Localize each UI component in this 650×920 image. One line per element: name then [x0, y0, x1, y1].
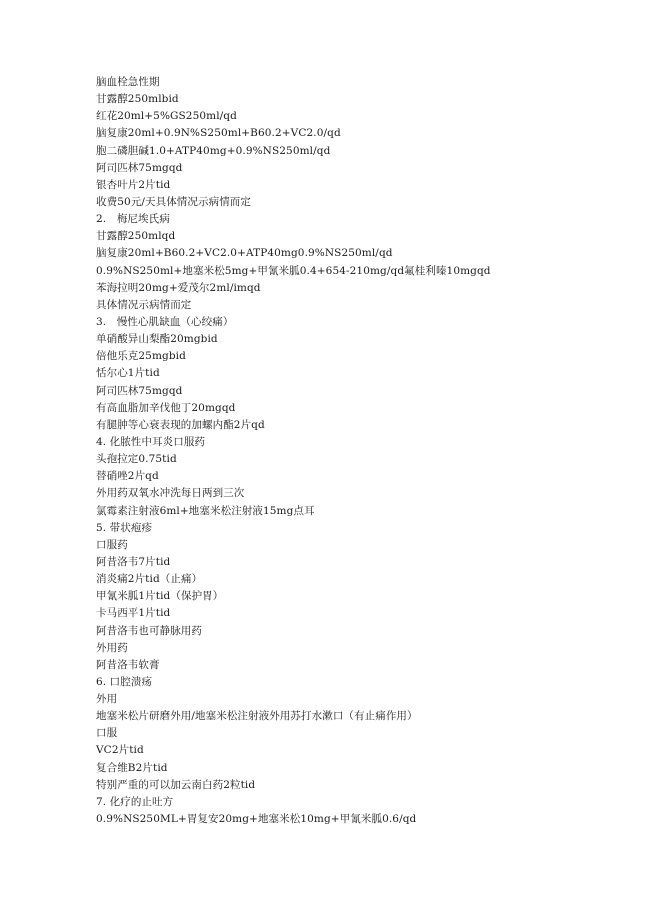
text-line: 口服药 [96, 538, 128, 551]
text-line: 消炎痛2片tid（止痛） [96, 573, 203, 586]
text-line: 单硝酸异山梨酯20mgbid [96, 333, 218, 346]
text-line: 具体情况示病情而定 [96, 298, 192, 311]
text-line: 甘露醇250mlqd [96, 230, 176, 243]
text-line: 阿昔洛韦7片tid [96, 555, 171, 568]
text-line: 银杏叶片2片tid [96, 178, 171, 191]
text-line: 阿司匹林75mgqd [96, 161, 183, 174]
document-body [96, 74, 636, 828]
section-heading: 6. 口腔溃疡 [96, 675, 153, 688]
text-line: 脑血栓急性期 [96, 76, 160, 88]
text-line: 收费50元/天具体情况示病情而定 [96, 195, 251, 208]
text-line: 苯海拉明20mg+爱茂尔2ml/imqd [96, 281, 261, 294]
text-line: 0.9%NS250ml+地塞米松5mg+甲氰米胍0.4+654-210mg/qd氟桂利嗪10mgqd [96, 264, 491, 277]
text-line: 甘露醇250mlbid [96, 93, 179, 106]
text-line: 卡马西平1片tid [96, 607, 171, 620]
text-line: 外用 [96, 693, 118, 706]
text-line: 0.9%NS250ML+胃复安20mg+地塞米松10mg+甲氰米胍0.6/qd [96, 813, 417, 826]
text-line: 恬尔心1片tid [96, 367, 160, 380]
text-line: 复合维B2片tid [96, 761, 168, 774]
section-heading: 3. 慢性心肌缺血（心绞痛） [96, 315, 234, 328]
text-line: 甲氰米胍1片tid（保护胃） [96, 590, 224, 603]
text-line: 阿司匹林75mgqd [96, 384, 183, 397]
text-line: 有高血脂加辛伐他丁20mgqd [96, 401, 236, 414]
text-line: 胞二磷胆碱1.0+ATP40mg+0.9%NS250ml/qd [96, 144, 331, 157]
section-heading: 4. 化脓性中耳炎口服药 [96, 435, 206, 448]
text-line: 阿昔洛韦也可静脉用药 [96, 624, 202, 637]
text-line: 倍他乐克25mgbid [96, 350, 186, 363]
text-line: 替硝唑2片qd [96, 470, 159, 483]
text-line: 氯霉素注射液6ml+地塞米松注射液15mg点耳 [96, 504, 315, 517]
text-line: 有腿肿等心衰表现的加螺内酯2片qd [96, 418, 265, 431]
text-line: 脑复康20ml+B60.2+VC2.0+ATP40mg0.9%NS250ml/qd [96, 247, 393, 260]
text-line: 头孢拉定0.75tid [96, 453, 177, 466]
text-line: 口服 [96, 727, 118, 740]
text-line: 阿昔洛韦软膏 [96, 658, 160, 671]
text-line: 脑复康20ml+0.9N%S250ml+B60.2+VC2.0/qd [96, 127, 341, 140]
section-heading: 2. 梅尼埃氏病 [96, 213, 170, 226]
text-line: 地塞米松片研磨外用/地塞米松注射液外用苏打水漱口（有止痛作用） [96, 710, 418, 723]
text-line: 特别严重的可以加云南白药2粒tid [96, 778, 256, 791]
text-line: 红花20ml+5%GS250ml/qd [96, 110, 237, 123]
text-line: 外用药双氧水冲洗每日两到三次 [96, 487, 245, 500]
text-line: 外用药 [96, 641, 128, 654]
section-heading: 7. 化疗的止吐方 [96, 795, 174, 808]
section-heading: 5. 带状疱疹 [96, 521, 153, 534]
text-line: VC2片tid [96, 744, 144, 757]
